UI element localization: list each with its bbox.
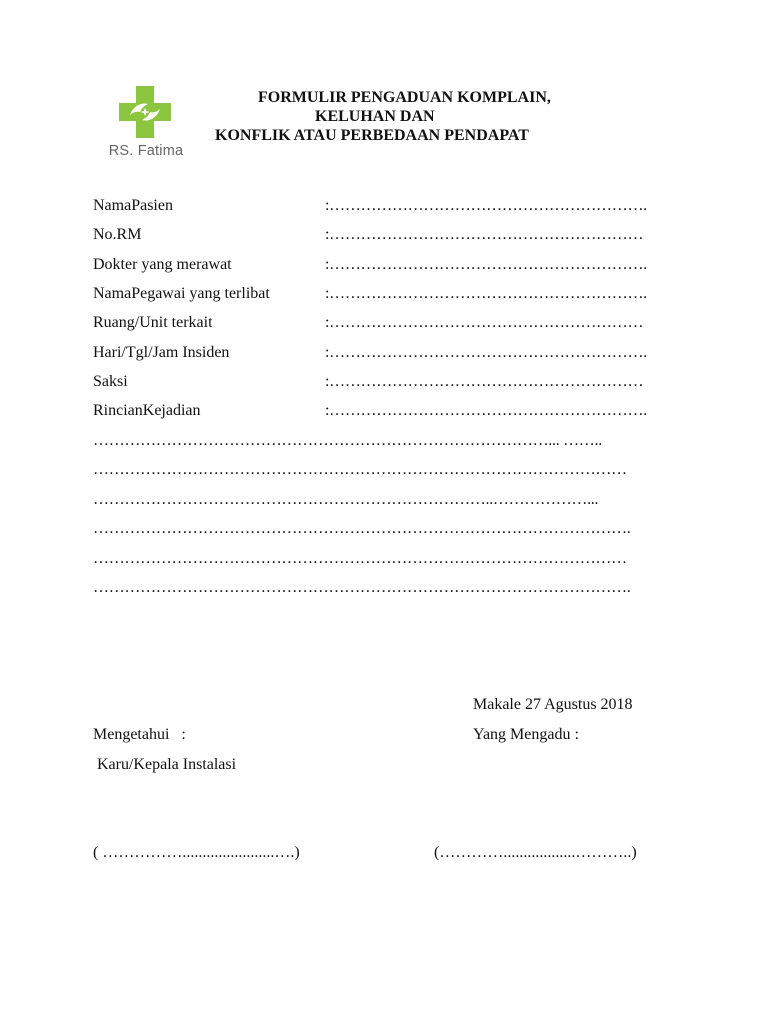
field-row-no-rm bbox=[93, 226, 703, 248]
field-label: Hari/Tgl/Jam Insiden bbox=[93, 344, 230, 361]
logo-text: RS. Fatima bbox=[108, 143, 184, 159]
field-blank[interactable]: :…………………………………………………… bbox=[325, 314, 644, 331]
mengetahui-label: Mengetahui : bbox=[93, 726, 186, 743]
left-signature-blank[interactable]: ( …………….......................….) bbox=[93, 844, 300, 861]
right-signature-blank[interactable]: (…………..................………..) bbox=[434, 844, 637, 861]
field-label: Ruang/Unit terkait bbox=[93, 314, 213, 331]
field-row-nama-pasien bbox=[93, 197, 703, 219]
field-label: Dokter yang merawat bbox=[93, 256, 232, 273]
detail-line[interactable]: …………………………………………………………………..………………... bbox=[93, 491, 599, 508]
form-title-line-2: KELUHAN DAN bbox=[315, 108, 435, 125]
field-blank[interactable]: :……………………………………………………. bbox=[325, 285, 647, 302]
field-blank[interactable]: :……………………………………………………. bbox=[325, 197, 647, 214]
field-blank[interactable]: :…………………………………………………… bbox=[325, 226, 644, 243]
field-blank[interactable]: :……………………………………………………. bbox=[325, 256, 647, 273]
karu-kepala-instalasi-label: Karu/Kepala Instalasi bbox=[97, 756, 237, 773]
field-row-rincian-kejadian bbox=[93, 402, 703, 424]
detail-line[interactable]: …………………………………………………………………………………………. bbox=[93, 579, 631, 596]
yang-mengadu-label: Yang Mengadu : bbox=[473, 726, 579, 743]
hospital-logo bbox=[83, 78, 209, 168]
field-blank[interactable]: :……………………………………………………. bbox=[325, 402, 647, 419]
field-label: RincianKejadian bbox=[93, 402, 201, 419]
field-row-ruang-unit bbox=[93, 314, 703, 336]
form-title-line-1: FORMULIR PENGADUAN KOMPLAIN, bbox=[258, 89, 551, 106]
detail-line[interactable]: ………………………………………………………………………………………… bbox=[93, 550, 627, 567]
medical-cross-hands-icon bbox=[117, 84, 173, 140]
field-row-nama-pegawai bbox=[93, 285, 703, 307]
field-row-dokter bbox=[93, 256, 703, 278]
field-label: NamaPasien bbox=[93, 197, 173, 214]
place-date: Makale 27 Agustus 2018 bbox=[473, 696, 633, 713]
field-label: Saksi bbox=[93, 373, 128, 390]
field-row-hari-tgl-jam bbox=[93, 344, 703, 366]
field-label: No.RM bbox=[93, 226, 142, 243]
detail-line[interactable]: ……………………………………………………………………………... …….. bbox=[93, 432, 602, 449]
field-blank[interactable]: :…………………………………………………… bbox=[325, 373, 644, 390]
detail-line[interactable]: ………………………………………………………………………………………… bbox=[93, 461, 627, 478]
field-row-saksi bbox=[93, 373, 703, 395]
field-label: NamaPegawai yang terlibat bbox=[93, 285, 270, 302]
field-blank[interactable]: :……………………………………………………. bbox=[325, 344, 647, 361]
detail-line[interactable]: …………………………………………………………………………………………. bbox=[93, 520, 631, 537]
form-title-line-3: KONFLIK ATAU PERBEDAAN PENDAPAT bbox=[215, 127, 529, 144]
